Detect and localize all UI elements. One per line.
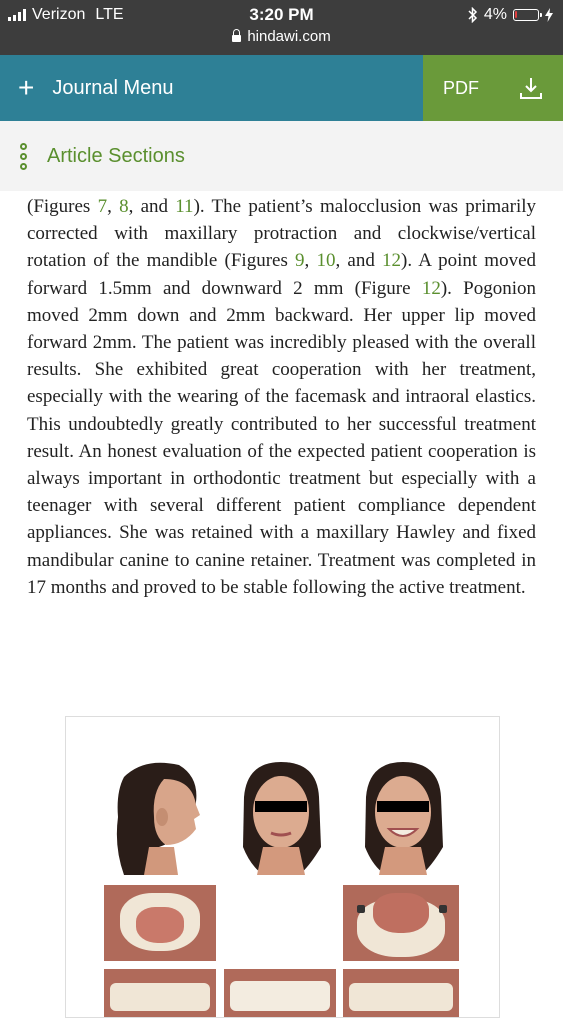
text-segment: , [304, 250, 317, 272]
network-type: LTE [95, 6, 124, 23]
journal-menu-button[interactable] [0, 55, 423, 121]
text-segment: ). Pogonion moved 2mm down and 2mm backward. Her upper lip moved forward 2mm. The patient was incredibly pleased with the overall results. She exhibited great cooperation with her treatment, especially with the wearing of the facemask and intraoral elastics. This undoubtedly greatly contributed to her successful treatment result. An honest evaluation of the expected patient cooperation is always important in orthodontic treatment but especially with a teenager with several different patient compliance dependent appliances. She was retained with a maxillary Hawley and fixed mandibular canine to canine retainer. Treatment was completed in 17 months and proved to be stable following the active treatment. [27, 277, 536, 598]
frontal-intraoral-photo [224, 969, 336, 1017]
text-segment: , and [128, 196, 176, 217]
url-bar[interactable] [0, 28, 563, 45]
charging-icon [545, 8, 553, 22]
text-segment: , [107, 196, 120, 217]
figure-image[interactable] [65, 716, 500, 1018]
pdf-download-button[interactable] [423, 55, 563, 121]
article-sections-label: Article Sections [47, 144, 185, 167]
top-nav [0, 55, 563, 121]
figure-link-11[interactable]: 11 [175, 196, 194, 217]
upper-arch-photo [104, 885, 216, 961]
battery-icon [513, 9, 539, 21]
left-buccal-photo [343, 969, 459, 1017]
text-segment: ). The patient’s malocclusion was primarily corrected with maxillary protraction and clockwise/vertical rotation of the mandible (Figures [27, 196, 537, 272]
figure-link-12[interactable]: 12 [421, 277, 441, 299]
lower-arch-photo [343, 885, 459, 961]
clock: 3:20 PM [249, 5, 314, 24]
profile-photo [104, 757, 209, 875]
carrier-name: Verizon [32, 6, 86, 23]
right-buccal-photo [104, 969, 216, 1017]
frontal-photo [229, 757, 334, 875]
battery-percent: 4% [483, 6, 507, 23]
text-segment: , and [335, 250, 383, 272]
figure-link-8[interactable]: 8 [119, 196, 129, 217]
text-segment: (Figures [27, 196, 98, 217]
plus-icon: + [18, 72, 35, 103]
figure-link-9[interactable]: 9 [295, 250, 305, 272]
bluetooth-icon [468, 7, 478, 23]
text-segment: ). A point moved forward 1.5mm and downward 2 mm (Figure [27, 250, 537, 299]
journal-menu-label: Journal Menu [52, 76, 174, 99]
smiling-photo [351, 757, 456, 875]
status-bar [0, 0, 563, 55]
article-paragraph [27, 193, 536, 601]
lock-icon [232, 35, 241, 42]
figure-link-12[interactable]: 12 [382, 250, 402, 272]
status-right [468, 6, 553, 24]
download-icon [519, 76, 543, 100]
figure-link-7[interactable]: 7 [97, 196, 108, 217]
figure-link-10[interactable]: 10 [316, 250, 336, 272]
pdf-label: PDF [443, 77, 479, 98]
article-sections-button[interactable] [0, 121, 563, 191]
url-text: hindawi.com [247, 28, 331, 45]
dots-menu-icon [20, 143, 27, 170]
